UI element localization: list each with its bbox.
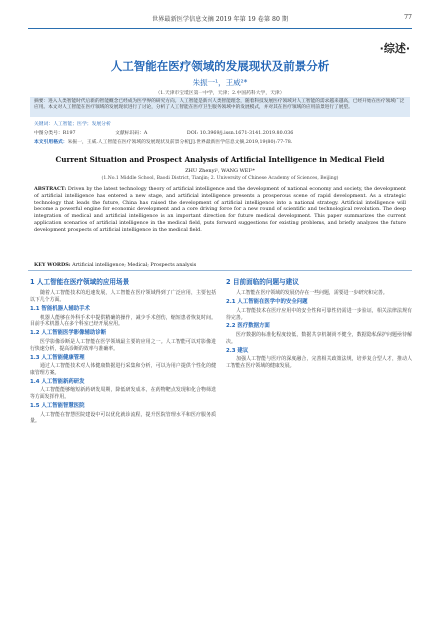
- journal-name: 世界最新医学信息文摘 2019 年第 19 卷第 80 期: [151, 16, 289, 23]
- body-rule: [28, 270, 412, 271]
- section-1-3-text: 通过人工智能技术对人体健康数据进行采集和分析，可以为用户提供个性化的健康管理方案。: [30, 363, 216, 376]
- abstract-english: [34, 186, 406, 233]
- section-1-4-heading: 1.4 人工智能新药研发: [30, 378, 85, 385]
- section-2-1-text: 人工智能技术在医疗应用中的安全性和可靠性仍需进一步验证，相关法律法规有待完善。: [226, 307, 412, 321]
- authors-chinese: 朱振一¹，王威²*: [192, 78, 248, 87]
- affiliation-chinese: （1.天津市宝坻区第一中学，天津；2.中国药科大学，天津）: [155, 91, 285, 96]
- classification-line: [34, 129, 406, 136]
- section-1-2-heading: 1.2 人工智能医学影像辅助诊断: [30, 330, 107, 337]
- section-2-3-text: 加强人工智能与医疗的深度融合，完善相关政策法规，培养复合型人才，推动人工智能在医疗领域的健康发展。: [226, 356, 412, 370]
- section-2-intro: 人工智能在医疗领域的发展仍存在一些问题，需要进一步研究和完善。: [236, 290, 388, 297]
- section-1-1-text: 机器人能够在外科手术中提供精确的操作，减少手术创伤，缩短患者恢复时间。目前手术机器人在多个科室已经开展应用。: [30, 314, 216, 328]
- section-label: ·综述·: [379, 42, 410, 55]
- section-1-1-heading: 1.1 智能机器人辅助手术: [30, 305, 90, 312]
- page-number: 77: [404, 14, 412, 21]
- abstract-english-text: Driven by the latest technology theory of artificial intelligence and the development of national economy and society, the development of artificial intelligence has entered a new stage, and artificial intelligence presents a prosperous scene of rapid development. As a strategic technology that leads the future, China has raised the development of artificial intelligence into a national strategy. Artificial intelligence will become a powerful engine for economic development and a core driving force for a new round of scientific and technological revolution. The deep integration of medical and artificial intelligence is an important direction for future medical development. This paper summarizes the current application scenarios of artificial intelligence in the medical field, puts forward suggestions for existing problems, and briefly analyzes the future development prospects of artificial intelligence in the medical field.: [34, 186, 406, 233]
- section-1-heading: 1 人工智能在医疗领域的应用场景: [30, 278, 130, 286]
- title-chinese: 人工智能在医疗领域的发展现状及前景分析: [110, 59, 330, 73]
- section-2-2-heading: 2.2 医疗数据方面: [226, 323, 270, 330]
- section-2-heading: 2 目前面临的问题与建议: [226, 278, 299, 286]
- citation-text: 朱振一，王威.人工智能在医疗领域的发展现状及前景分析[J].世界最新医学信息文摘,2019,19(80):77-78.: [67, 140, 293, 145]
- abstract-label: ABSTRACT:: [34, 186, 67, 192]
- affiliation-english: (1.No.1 Middle School, Baodi District, Tianjin; 2. University of Chinese Academy of Sciences, Beijing): [101, 176, 339, 181]
- running-header: [28, 14, 412, 26]
- citation-line: [34, 138, 406, 145]
- section-2-1-heading: 2.1 人工智能在医学中的安全问题: [226, 299, 308, 306]
- section-1-5-text: 人工智能在智慧医院建设中可以优化就诊流程，提升医院管理水平和医疗服务质量。: [30, 411, 216, 425]
- citation-label: 本文引用格式：: [34, 139, 68, 145]
- section-1-4-text: 人工智能能够缩短新药研发周期，降低研发成本，在药物靶点发现和化合物筛选等方面发挥作用。: [30, 387, 216, 401]
- section-2-2-text: 医疗数据的标准化程度较低，数据共享机制尚不健全，数据隐私保护问题亟待解决。: [226, 331, 412, 345]
- section-1-intro: 随着人工智能技术的迅速发展，人工智能在医疗领域得到了广泛应用，主要包括以下几个方面。: [30, 290, 216, 304]
- abstract-chinese: 摘要：进入人类智能时代后新的智能概念已经成为医学界的研究方向。人工智能是新兴人类智能理念，随着科技发展医疗领域对人工智能的需求越来越高，已经开始在医疗领域广泛应用。本文对人工智能在医疗领域的发展现状进行了讨论，分析了人工智能在医疗卫生服务领域中的发展模式，并对其在医疗领域的应用前景进行了展望。: [34, 99, 405, 111]
- keywords-label: KEY WORDS:: [34, 262, 71, 268]
- body-column-right: [226, 276, 412, 372]
- keywords-chinese: 关键词：人工智能；医学；发展分析: [34, 122, 111, 127]
- clc-number: 中图分类号：R197: [34, 131, 76, 136]
- keywords-english: [34, 262, 406, 268]
- keywords-english-text: Artificial intelligence; Medical; Prospects analysis: [72, 262, 197, 268]
- authors-english: ZHU Zhenyi¹, WANG WEI²*: [185, 168, 255, 174]
- document-code: 文献标识码：A: [115, 131, 148, 136]
- title-english: Current Situation and Prospect Analysis of Artificial Intelligence in Medical Field: [55, 155, 385, 164]
- doi: DOI: 10.3969/j.issn.1671-3141.2019.80.036: [186, 131, 294, 136]
- section-1-5-heading: 1.5 人工智能智慧医院: [30, 403, 85, 410]
- header-rule: [28, 28, 412, 29]
- section-1-3-heading: 1.3 人工智能健康管理: [30, 354, 85, 361]
- body-column-left: [30, 276, 216, 427]
- section-2-3-heading: 2.3 建议: [226, 347, 249, 354]
- section-1-2-text: 医学影像诊断是人工智能在医学领域最主要的应用之一。人工智能可以对影像进行快速分析，提高诊断的效率与准确率。: [30, 338, 216, 352]
